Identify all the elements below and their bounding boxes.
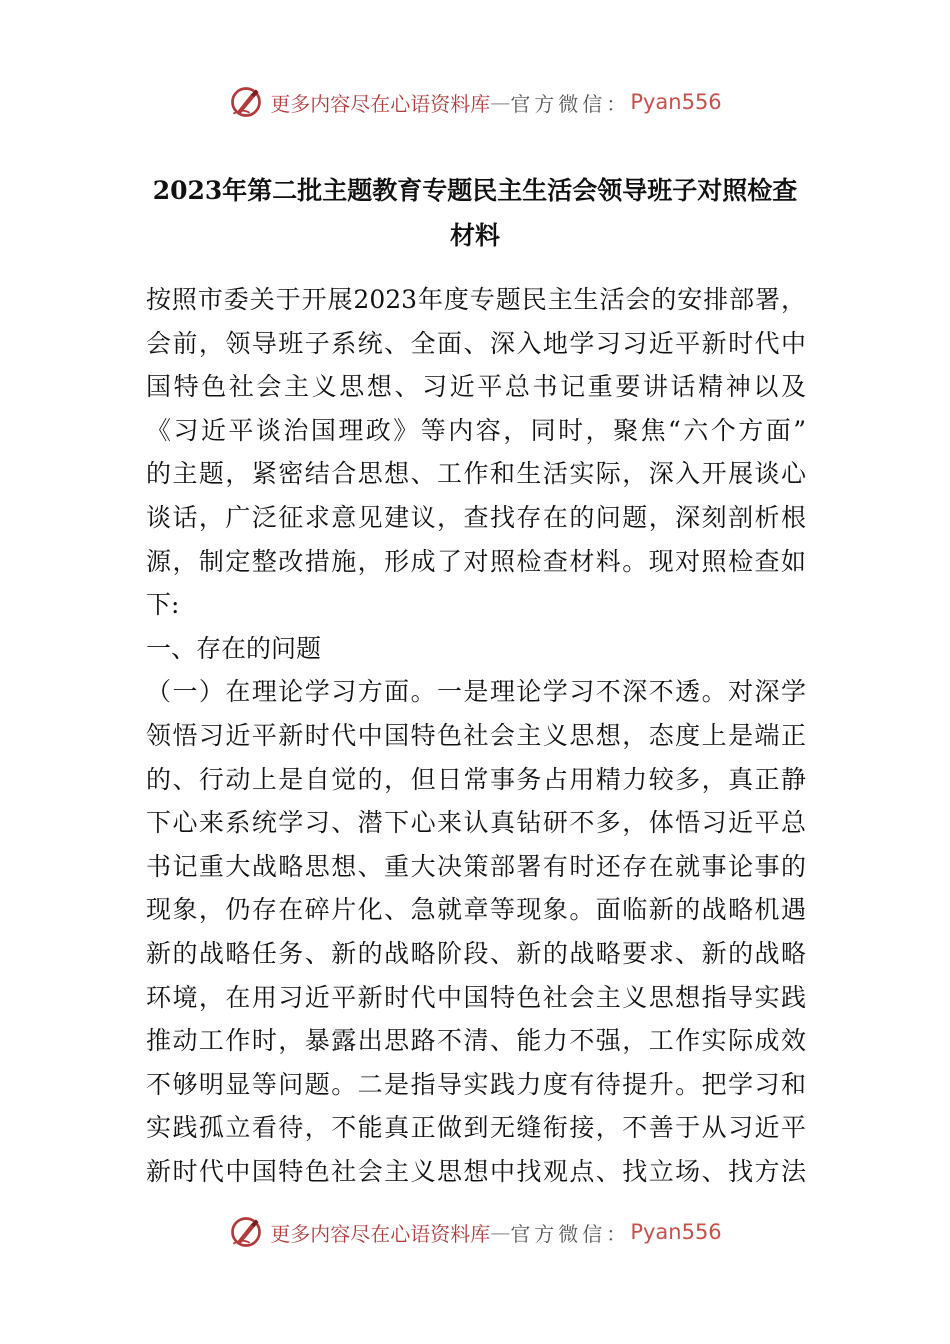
body-line: 《习近平谈治国理政》等内容，同时，聚焦“六个方面” bbox=[146, 415, 806, 445]
banner-text: 更多内容尽在心语资料库 bbox=[270, 1221, 491, 1246]
pen-nib-logo-icon bbox=[228, 1214, 264, 1250]
body-line: 下心来系统学习、潜下心来认真钻研不多，体悟习近平总 bbox=[146, 808, 806, 838]
body-line: 下: bbox=[146, 590, 180, 620]
banner-dash: — bbox=[490, 1220, 511, 1244]
body-line: 按照市委关于开展2023年度专题民主生活会的安排部署， bbox=[146, 285, 806, 314]
section-heading: 一、存在的问题 bbox=[146, 633, 322, 663]
body-line: 领悟习近平新时代中国特色社会主义思想，态度上是端正 bbox=[146, 720, 806, 750]
pen-nib-logo-icon bbox=[228, 84, 264, 120]
header-watermark-banner bbox=[0, 84, 950, 120]
body-line: 实践孤立看待，不能真正做到无缝衔接，不善于从习近平 bbox=[146, 1113, 806, 1143]
body-line: 环境，在用习近平新时代中国特色社会主义思想指导实践 bbox=[146, 982, 806, 1012]
body-line: 推动工作时，暴露出思路不清、能力不强，工作实际成效 bbox=[146, 1026, 806, 1056]
body-line: 会前，领导班子系统、全面、深入地学习习近平新时代中 bbox=[146, 328, 806, 358]
banner-wechat-id: Pyan556 bbox=[630, 90, 722, 114]
body-line: 现象，仍存在碎片化、急就章等现象。面临新的战略机遇 bbox=[146, 895, 806, 925]
document-body bbox=[146, 278, 806, 1193]
title-line-2: 材料 bbox=[449, 221, 500, 250]
body-line: （一）在理论学习方面。一是理论学习不深不透。对深学 bbox=[146, 677, 806, 707]
title-line-1: 2023年第二批主题教育专题民主生活会领导班子对照检查 bbox=[152, 176, 798, 205]
body-line: 谈话，广泛征求意见建议，查找存在的问题，深刻剖析根 bbox=[146, 502, 806, 532]
body-line: 国特色社会主义思想、习近平总书记重要讲话精神以及 bbox=[146, 372, 806, 402]
banner-official-label: 官方微信： bbox=[510, 91, 631, 116]
document-title bbox=[110, 168, 840, 258]
body-line: 源，制定整改措施，形成了对照检查材料。现对照检查如 bbox=[146, 546, 806, 576]
body-line: 不够明显等问题。二是指导实践力度有待提升。把学习和 bbox=[146, 1069, 806, 1099]
body-line: 的、行动上是自觉的，但日常事务占用精力较多，真正静 bbox=[146, 764, 806, 794]
body-line: 的主题，紧密结合思想、工作和生活实际，深入开展谈心 bbox=[146, 459, 806, 489]
banner-official-label: 官方微信： bbox=[510, 1221, 631, 1246]
body-line: 书记重大战略思想、重大决策部署有时还存在就事论事的 bbox=[146, 851, 806, 881]
footer-watermark-banner bbox=[0, 1214, 950, 1250]
body-line: 新时代中国特色社会主义思想中找观点、找立场、找方法 bbox=[146, 1156, 806, 1186]
banner-dash: — bbox=[490, 90, 511, 114]
banner-wechat-id: Pyan556 bbox=[630, 1220, 722, 1244]
banner-text: 更多内容尽在心语资料库 bbox=[270, 91, 491, 116]
body-line: 新的战略任务、新的战略阶段、新的战略要求、新的战略 bbox=[146, 938, 806, 968]
